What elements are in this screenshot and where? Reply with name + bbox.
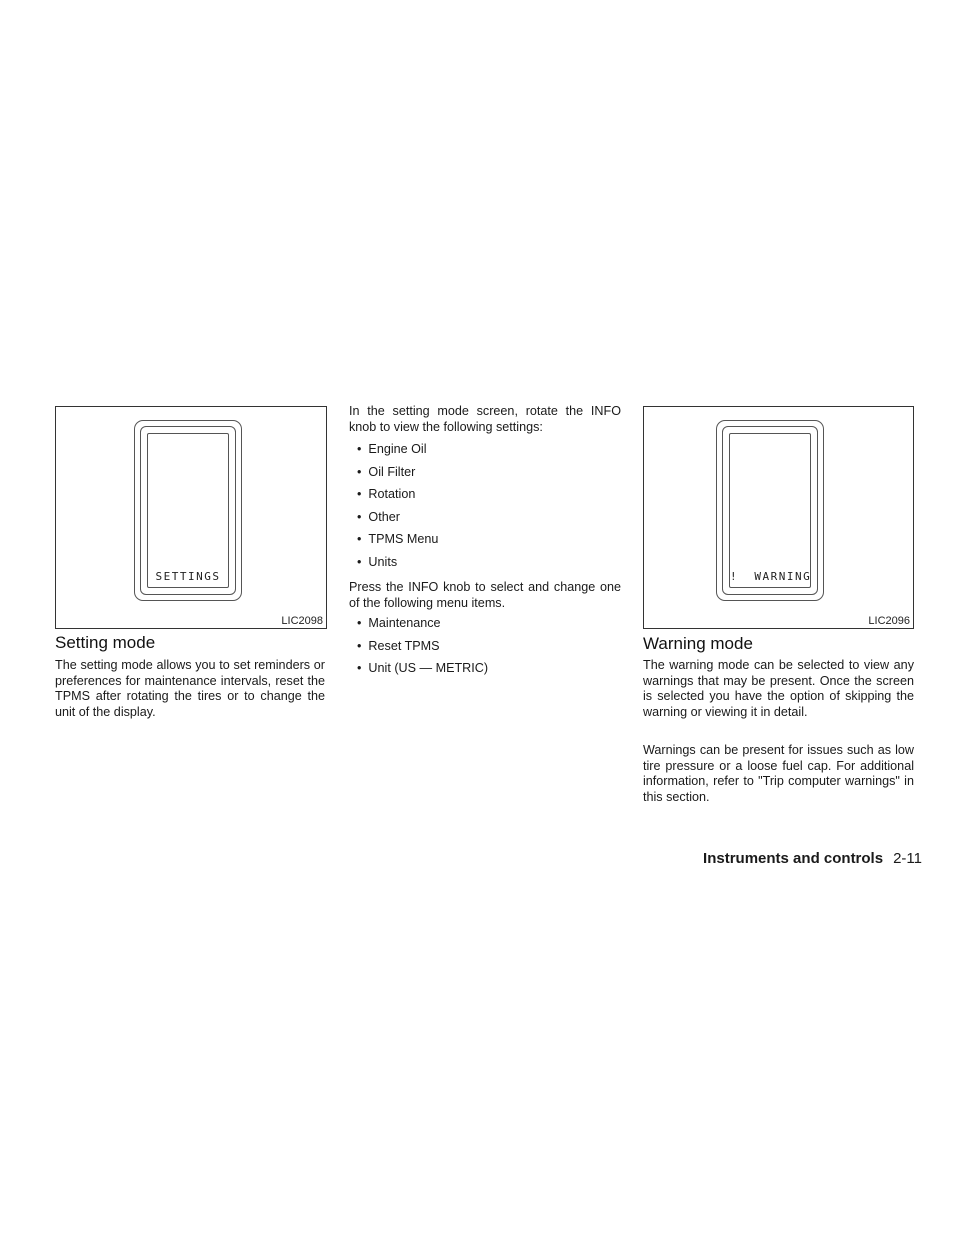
list-item: • Unit (US — METRIC) — [349, 661, 488, 684]
setting-mode-heading: Setting mode — [55, 633, 156, 652]
display-screen-frame — [134, 420, 242, 601]
list-item: • Other — [349, 510, 438, 533]
select-instruction-paragraph: Press the INFO knob to select and change one of the following menu items. — [349, 580, 621, 610]
list-item: • Rotation — [349, 487, 438, 510]
page-number: 2-11 — [893, 850, 922, 867]
display-screen-frame — [716, 420, 824, 601]
warning-mode-paragraph-1: The warning mode can be selected to view any warnings that may be present. Once the screen is selected you have the option of skipping the warning or viewing it in detail. — [643, 658, 914, 719]
settings-list — [349, 442, 438, 577]
section-title: Instruments and controls — [703, 850, 884, 867]
display-settings-text: SETTINGS — [155, 570, 221, 583]
list-item: • Reset TPMS — [349, 639, 488, 662]
list-item: • Units — [349, 555, 438, 578]
list-item: • Maintenance — [349, 616, 488, 639]
setting-mode-paragraph: The setting mode allows you to set reminders or preferences for maintenance intervals, reset the TPMS after rotating the tires or to change the unit of the display. — [55, 658, 325, 719]
list-item: • TPMS Menu — [349, 532, 438, 555]
menu-items-list — [349, 616, 488, 684]
settings-display-figure — [55, 406, 327, 629]
figure-code: LIC2096 — [868, 615, 910, 627]
warning-display-figure — [643, 406, 914, 629]
display-warning-text: ! WARNING — [730, 570, 812, 583]
settings-intro-paragraph: In the setting mode screen, rotate the INFO knob to view the following settings: — [349, 404, 621, 434]
figure-code: LIC2098 — [281, 615, 323, 627]
page-footer — [703, 850, 922, 867]
warning-mode-paragraph-2: Warnings can be present for issues such as low tire pressure or a loose fuel cap. For additional information, refer to "Trip computer warnings" in this section. — [643, 743, 914, 804]
warning-mode-heading: Warning mode — [643, 634, 753, 653]
list-item: • Oil Filter — [349, 465, 438, 488]
list-item: • Engine Oil — [349, 442, 438, 465]
